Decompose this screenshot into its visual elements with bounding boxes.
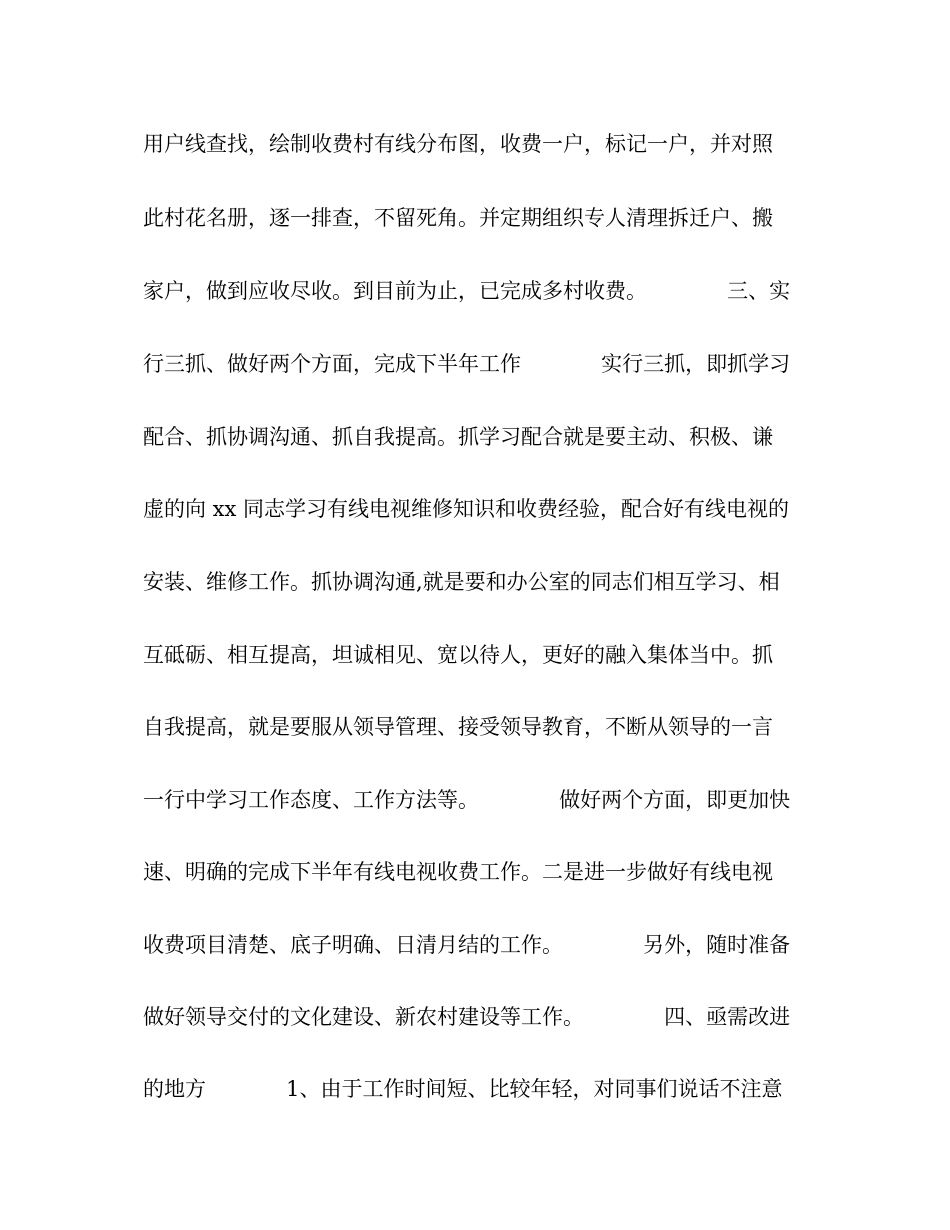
text-line-6: 虚的向 xx 同志学习有线电视维修知识和收费经验，配合好有线电视的 bbox=[143, 497, 790, 521]
text-line-2: 此村花名册，逐一排查，不留死角。并定期组织专人清理拆迁户、搬 bbox=[143, 206, 773, 230]
text-line-8: 互砥砺、相互提高，坦诚相见、宽以待人，更好的融入集体当中。抓 bbox=[143, 643, 773, 667]
text-line-7: 安装、维修工作。抓协调沟通,就是要和办公室的同志们相互学习、相 bbox=[143, 570, 780, 594]
text-line-3: 家户，做到应收尽收。到目前为止，已完成多村收费。 三、实 bbox=[143, 279, 791, 303]
text-line-1: 用户线查找，绘制收费村有线分布图，收费一户，标记一户，并对照 bbox=[143, 132, 773, 156]
text-line-9: 自我提高，就是要服从领导管理、接受领导教育，不断从领导的一言 bbox=[143, 715, 773, 739]
text-line-4: 行三抓、做好两个方面，完成下半年工作 实行三抓，即抓学习 bbox=[143, 352, 791, 376]
text-line-14: 的地方 1、由于工作时间短、比较年轻，对同事们说话不注意 bbox=[143, 1077, 783, 1101]
text-line-13: 做好领导交付的文化建设、新农村建设等工作。 四、亟需改进 bbox=[143, 1005, 791, 1029]
text-line-5: 配合、抓协调沟通、抓自我提高。抓学习配合就是要主动、积极、谦 bbox=[143, 425, 773, 449]
text-line-12: 收费项目清楚、底子明确、日清月结的工作。 另外，随时准备 bbox=[143, 933, 791, 957]
text-line-10: 一行中学习工作态度、工作方法等。 做好两个方面，即更加快 bbox=[143, 788, 791, 812]
text-line-11: 速、明确的完成下半年有线电视收费工作。二是进一步做好有线电视 bbox=[143, 860, 773, 884]
